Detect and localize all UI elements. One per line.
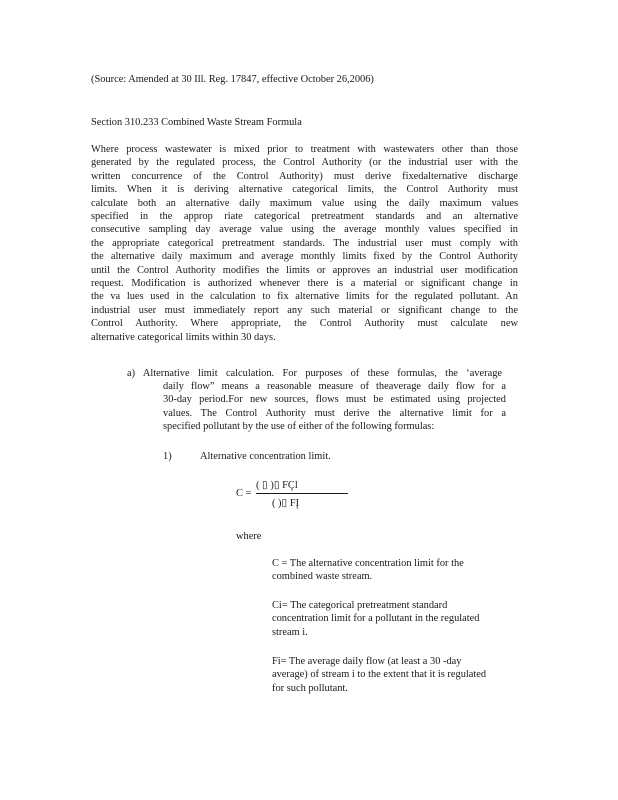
definition-line: average) of stream i to the extent that it is regulated bbox=[272, 669, 487, 681]
paragraph-line: request. Modification is authorized whenever there is a material or significant change in bbox=[91, 278, 518, 290]
formula-denominator: ( )▯ FĮ bbox=[272, 498, 300, 509]
subsection-a-first-line: a) Alternative limit calculation. For purposes of these formulas, the ‘average bbox=[127, 368, 502, 379]
paragraph-line: specified pollutant by the use of either of the following formulas: bbox=[163, 421, 435, 433]
definition-line: for such pollutant. bbox=[272, 682, 348, 694]
intro-paragraph bbox=[91, 143, 518, 344]
fraction-bar bbox=[256, 493, 348, 494]
subsection-a-paragraph bbox=[163, 380, 506, 434]
definition-ci bbox=[272, 599, 512, 639]
definition-line: C = The alternative concentration limit for the bbox=[272, 558, 464, 569]
definition-line: combined waste stream. bbox=[272, 571, 373, 583]
where-label: where bbox=[236, 531, 262, 542]
paragraph-line: industrial user must immediately report any such material or significant change to the bbox=[91, 304, 518, 316]
paragraph-line: generated by the regulated process, the Control Authority (or the industrial user with the bbox=[91, 157, 518, 169]
paragraph-line: written concurrence of the Control Authority) must derive fixedalternative discharge bbox=[91, 170, 518, 182]
section-heading: Section 310.233 Combined Waste Stream Formula bbox=[91, 117, 302, 128]
paragraph-line: the alternative daily maximum and average monthly limits fixed by the Control Authority bbox=[91, 251, 518, 263]
paragraph-line: alternative categorical limits within 30 days. bbox=[91, 331, 276, 343]
formula-numerator: ( ▯ )▯ FÇl bbox=[256, 480, 298, 491]
definition-fi bbox=[272, 655, 512, 695]
paragraph-line: Where process wastewater is mixed prior to treatment with wastewaters other than those bbox=[91, 144, 518, 155]
paragraph-line: the appropriate categorical pretreatment standards. The industrial user must comply with bbox=[91, 237, 518, 249]
paragraph-line: the va lues used in the calculation to fix alternative limits for the regulated pollutant. An bbox=[91, 291, 518, 303]
paragraph-line: values. The Control Authority must derive the alternative limit for a bbox=[163, 407, 506, 419]
paragraph-line: daily flow” means a reasonable measure of theaverage daily flow for a bbox=[163, 381, 506, 392]
item-1-label: Alternative concentration limit. bbox=[200, 451, 331, 462]
paragraph-line: Control Authority. Where appropriate, the Control Authority must calculate new bbox=[91, 318, 518, 330]
source-note: (Source: Amended at 30 Ill. Reg. 17847, effective October 26,2006) bbox=[91, 74, 374, 85]
paragraph-line: until the Control Authority modifies the limits or approves an industrial user modification bbox=[91, 264, 518, 276]
item-1-number: 1) bbox=[163, 451, 172, 462]
paragraph-line: limits. When it is deriving alternative categorical limits, the Control Authority must bbox=[91, 184, 518, 196]
formula-lhs: C = bbox=[236, 488, 252, 499]
definition-c bbox=[272, 557, 512, 584]
definition-line: Ci= The categorical pretreatment standard bbox=[272, 600, 448, 611]
definition-line: Fi= The average daily flow (at least a 30 -day bbox=[272, 656, 462, 667]
paragraph-line: 30-day period.For new sources, flows must be estimated using projected bbox=[163, 394, 506, 406]
definition-line: concentration limit for a pollutant in the regulated bbox=[272, 613, 480, 625]
paragraph-line: specified in the approp riate categorical pretreatment standards and an alternative bbox=[91, 211, 518, 223]
definition-line: stream i. bbox=[272, 626, 308, 638]
paragraph-line: consecutive sampling day average value using the average monthly values specified in bbox=[91, 224, 518, 236]
paragraph-line: calculate both an alternative daily maximum value using the daily maximum values bbox=[91, 197, 518, 209]
